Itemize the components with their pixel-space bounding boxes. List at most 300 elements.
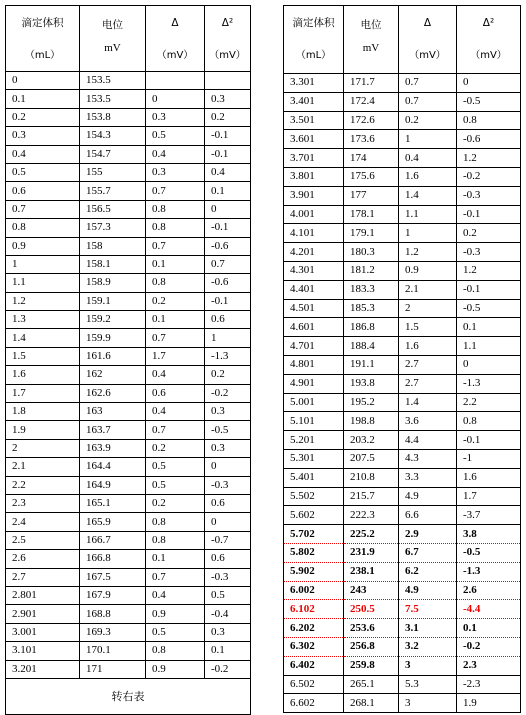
- table-row: [6, 182, 251, 200]
- delta2-cell: 0.7: [205, 255, 251, 273]
- delta-cell: 0.1: [146, 255, 205, 273]
- potential-cell: 163: [80, 403, 146, 421]
- header-delta-label: Δ: [423, 17, 432, 29]
- continue-right-note: 转右表: [6, 678, 251, 714]
- delta2-cell: 0.8: [457, 412, 521, 431]
- potential-cell: 222.3: [344, 506, 399, 525]
- delta2-cell: -1.3: [205, 347, 251, 365]
- delta2-cell: -0.1: [457, 280, 521, 299]
- table-row: [6, 623, 251, 641]
- delta2-cell: 3.8: [457, 525, 521, 544]
- table-row: [284, 637, 521, 656]
- delta-cell: 0.7: [399, 74, 457, 93]
- delta-cell: 3.1: [399, 619, 457, 638]
- table-row: [6, 329, 251, 347]
- potential-cell: 265.1: [344, 675, 399, 694]
- delta2-cell: -0.3: [457, 243, 521, 262]
- table-row: [284, 431, 521, 450]
- delta-cell: 1: [399, 224, 457, 243]
- delta2-cell: 1.6: [457, 468, 521, 487]
- potential-cell: 167.9: [80, 586, 146, 604]
- delta-cell: 0.5: [146, 623, 205, 641]
- delta2-cell: -0.1: [457, 431, 521, 450]
- delta2-cell: -1.3: [457, 374, 521, 393]
- potential-cell: 154.3: [80, 127, 146, 145]
- delta-cell: 0.5: [146, 127, 205, 145]
- volume-cell: 0.7: [6, 200, 80, 218]
- volume-cell: 2.901: [6, 605, 80, 623]
- volume-cell: 6.302: [284, 637, 344, 656]
- delta2-cell: 0.3: [205, 90, 251, 108]
- table-row: [284, 243, 521, 262]
- delta-cell: 0.5: [146, 476, 205, 494]
- delta-cell: 2.7: [399, 374, 457, 393]
- potential-cell: 253.6: [344, 619, 399, 638]
- table-row: [284, 600, 521, 619]
- potential-cell: 178.1: [344, 205, 399, 224]
- delta2-cell: 0.4: [205, 163, 251, 181]
- delta2-cell: -0.7: [205, 531, 251, 549]
- volume-cell: 4.401: [284, 280, 344, 299]
- delta-cell: 0.9: [146, 660, 205, 678]
- delta2-cell: 1.1: [457, 337, 521, 356]
- potential-cell: 181.2: [344, 261, 399, 280]
- delta2-cell: -1: [457, 449, 521, 468]
- volume-cell: 6.202: [284, 619, 344, 638]
- table-row: [6, 550, 251, 568]
- table-row: [284, 337, 521, 356]
- volume-cell: 4.701: [284, 337, 344, 356]
- header-delta: [146, 6, 205, 72]
- delta2-cell: 0: [205, 513, 251, 531]
- delta-cell: 0.8: [146, 642, 205, 660]
- header-potential: [344, 6, 399, 74]
- delta2-cell: -0.5: [457, 92, 521, 111]
- table-row: [6, 127, 251, 145]
- potential-cell: 162: [80, 366, 146, 384]
- table-row: [6, 163, 251, 181]
- potential-cell: 173.6: [344, 130, 399, 149]
- volume-cell: 4.501: [284, 299, 344, 318]
- delta2-cell: 1: [205, 329, 251, 347]
- table-row: [284, 149, 521, 168]
- volume-cell: 5.502: [284, 487, 344, 506]
- delta-cell: 0.8: [146, 531, 205, 549]
- volume-cell: 0.9: [6, 237, 80, 255]
- delta-cell: 2.1: [399, 280, 457, 299]
- delta2-cell: -0.6: [205, 274, 251, 292]
- table-row: [284, 186, 521, 205]
- volume-cell: 3.401: [284, 92, 344, 111]
- table-row: [6, 642, 251, 660]
- delta2-cell: 0.1: [205, 182, 251, 200]
- delta2-cell: 0.6: [205, 311, 251, 329]
- table-row: [6, 274, 251, 292]
- table-row: [6, 513, 251, 531]
- delta2-cell: 0: [457, 74, 521, 93]
- delta-cell: 3.3: [399, 468, 457, 487]
- delta-cell: 0.9: [399, 261, 457, 280]
- volume-cell: 2.3: [6, 494, 80, 512]
- volume-cell: 4.901: [284, 374, 344, 393]
- delta-cell: 0.3: [146, 108, 205, 126]
- potential-cell: 154.7: [80, 145, 146, 163]
- potential-cell: 186.8: [344, 318, 399, 337]
- volume-cell: 5.602: [284, 506, 344, 525]
- volume-cell: 2.5: [6, 531, 80, 549]
- table-row: [284, 581, 521, 600]
- potential-cell: 172.4: [344, 92, 399, 111]
- table-row: [6, 219, 251, 237]
- delta-cell: 4.4: [399, 431, 457, 450]
- delta-cell: 0.8: [146, 200, 205, 218]
- potential-cell: 180.3: [344, 243, 399, 262]
- volume-cell: 2: [6, 439, 80, 457]
- delta-cell: 4.9: [399, 581, 457, 600]
- delta2-cell: -0.1: [457, 205, 521, 224]
- volume-cell: 4.001: [284, 205, 344, 224]
- table-row: [284, 449, 521, 468]
- delta-cell: 4.3: [399, 449, 457, 468]
- delta-cell: 0.2: [399, 111, 457, 130]
- delta2-cell: -2.3: [457, 675, 521, 694]
- header-delta2: [205, 6, 251, 72]
- potential-cell: 155.7: [80, 182, 146, 200]
- delta-cell: 2.9: [399, 525, 457, 544]
- potential-cell: 177: [344, 186, 399, 205]
- delta-cell: 1: [399, 130, 457, 149]
- delta-cell: 0.1: [146, 311, 205, 329]
- volume-cell: 1.4: [6, 329, 80, 347]
- delta2-cell: 0: [457, 355, 521, 374]
- volume-cell: 5.001: [284, 393, 344, 412]
- delta-cell: 5.3: [399, 675, 457, 694]
- table-row: [6, 531, 251, 549]
- potential-cell: 168.8: [80, 605, 146, 623]
- header-volume-label: 滴定体积: [292, 17, 335, 29]
- potential-cell: 170.1: [80, 642, 146, 660]
- header-delta2-label: Δ²: [482, 17, 495, 29]
- potential-cell: 183.3: [344, 280, 399, 299]
- table-row: [6, 421, 251, 439]
- delta-cell: 1.4: [399, 186, 457, 205]
- potential-cell: 158.1: [80, 255, 146, 273]
- potential-cell: 225.2: [344, 525, 399, 544]
- potential-cell: 169.3: [80, 623, 146, 641]
- table-row: [284, 130, 521, 149]
- volume-cell: 1.8: [6, 403, 80, 421]
- volume-cell: 3.001: [6, 623, 80, 641]
- table-row: [284, 487, 521, 506]
- volume-cell: 0: [6, 72, 80, 90]
- header-volume-label: 滴定体积: [21, 17, 64, 29]
- delta2-cell: -0.6: [457, 130, 521, 149]
- delta2-cell: 0: [205, 200, 251, 218]
- table-row: [6, 458, 251, 476]
- table-row: [284, 656, 521, 675]
- table-row: [284, 355, 521, 374]
- delta-cell: 6.6: [399, 506, 457, 525]
- delta-cell: 3: [399, 694, 457, 713]
- header-potential-unit: mV: [104, 41, 121, 54]
- delta-cell: 0.7: [146, 329, 205, 347]
- potential-cell: 259.8: [344, 656, 399, 675]
- delta2-cell: -0.1: [205, 292, 251, 310]
- delta2-cell: 1.7: [457, 487, 521, 506]
- delta-cell: 0.7: [146, 568, 205, 586]
- delta2-cell: 0.8: [457, 111, 521, 130]
- header-delta-unit: （mV）: [409, 49, 446, 61]
- delta2-cell: 0.1: [457, 619, 521, 638]
- table-row: [284, 261, 521, 280]
- volume-cell: 4.601: [284, 318, 344, 337]
- table-row: [284, 92, 521, 111]
- potential-cell: 163.7: [80, 421, 146, 439]
- delta-cell: 0.7: [146, 421, 205, 439]
- delta2-cell: 2.2: [457, 393, 521, 412]
- delta-cell: 0.7: [399, 92, 457, 111]
- potential-cell: 164.9: [80, 476, 146, 494]
- table-row: [6, 72, 251, 90]
- header-volume: [284, 6, 344, 74]
- volume-cell: 2.6: [6, 550, 80, 568]
- table-row: [6, 90, 251, 108]
- volume-cell: 3.801: [284, 167, 344, 186]
- delta2-cell: -0.5: [457, 299, 521, 318]
- potential-cell: 231.9: [344, 543, 399, 562]
- potential-cell: 171: [80, 660, 146, 678]
- table-header-row: [6, 6, 251, 72]
- delta2-cell: 0.1: [205, 642, 251, 660]
- delta2-cell: 0.1: [457, 318, 521, 337]
- delta2-cell: 1.2: [457, 261, 521, 280]
- delta2-cell: 0: [205, 458, 251, 476]
- table-row: [284, 468, 521, 487]
- delta2-cell: 0.5: [205, 586, 251, 604]
- delta2-cell: [205, 72, 251, 90]
- potential-cell: 185.3: [344, 299, 399, 318]
- volume-cell: 1.6: [6, 366, 80, 384]
- delta-cell: 0.7: [146, 237, 205, 255]
- table-row: [284, 299, 521, 318]
- delta-cell: 0.1: [146, 550, 205, 568]
- table-footer-row: [6, 678, 251, 714]
- volume-cell: 2.1: [6, 458, 80, 476]
- potential-cell: 166.7: [80, 531, 146, 549]
- volume-cell: 4.801: [284, 355, 344, 374]
- delta-cell: 0.8: [146, 219, 205, 237]
- delta-cell: 1.7: [146, 347, 205, 365]
- delta-cell: 0.8: [146, 274, 205, 292]
- potential-cell: 159.1: [80, 292, 146, 310]
- delta2-cell: 1.2: [457, 149, 521, 168]
- volume-cell: 5.802: [284, 543, 344, 562]
- potential-cell: 191.1: [344, 355, 399, 374]
- table-header-row: [284, 6, 521, 74]
- potential-cell: 175.6: [344, 167, 399, 186]
- potential-cell: 153.5: [80, 90, 146, 108]
- delta-cell: [146, 72, 205, 90]
- delta-cell: 6.7: [399, 543, 457, 562]
- header-potential-label: 电位: [360, 19, 382, 31]
- volume-cell: 1: [6, 255, 80, 273]
- table-row: [284, 280, 521, 299]
- table-row: [6, 145, 251, 163]
- header-potential: [80, 6, 146, 72]
- potential-cell: 268.1: [344, 694, 399, 713]
- volume-cell: 3.201: [6, 660, 80, 678]
- potential-cell: 165.1: [80, 494, 146, 512]
- volume-cell: 5.702: [284, 525, 344, 544]
- table-row: [284, 393, 521, 412]
- volume-cell: 3.701: [284, 149, 344, 168]
- volume-cell: 0.5: [6, 163, 80, 181]
- table-row: [6, 384, 251, 402]
- potential-cell: 164.4: [80, 458, 146, 476]
- potential-cell: 207.5: [344, 449, 399, 468]
- volume-cell: 5.401: [284, 468, 344, 487]
- delta-cell: 3: [399, 656, 457, 675]
- header-delta2-unit: （mV）: [470, 49, 507, 61]
- header-volume-unit: （mL）: [24, 49, 61, 61]
- potential-cell: 250.5: [344, 600, 399, 619]
- volume-cell: 6.102: [284, 600, 344, 619]
- volume-cell: 6.002: [284, 581, 344, 600]
- delta2-cell: -0.2: [457, 167, 521, 186]
- delta-cell: 0.2: [146, 292, 205, 310]
- delta-cell: 1.6: [399, 167, 457, 186]
- delta-cell: 4.9: [399, 487, 457, 506]
- potential-cell: 195.2: [344, 393, 399, 412]
- table-row: [6, 439, 251, 457]
- right-data-table: [283, 5, 521, 713]
- delta2-cell: 0.3: [205, 623, 251, 641]
- volume-cell: 2.801: [6, 586, 80, 604]
- potential-cell: 153.8: [80, 108, 146, 126]
- table-row: [284, 543, 521, 562]
- volume-cell: 6.402: [284, 656, 344, 675]
- table-row: [6, 366, 251, 384]
- potential-cell: 188.4: [344, 337, 399, 356]
- delta2-cell: -1.3: [457, 562, 521, 581]
- delta2-cell: -0.2: [205, 384, 251, 402]
- volume-cell: 0.1: [6, 90, 80, 108]
- volume-cell: 4.201: [284, 243, 344, 262]
- volume-cell: 1.7: [6, 384, 80, 402]
- potential-cell: 158.9: [80, 274, 146, 292]
- delta-cell: 0.9: [146, 605, 205, 623]
- delta-cell: 0: [146, 90, 205, 108]
- delta-cell: 2.7: [399, 355, 457, 374]
- table-row: [284, 506, 521, 525]
- header-delta2: [457, 6, 521, 74]
- delta2-cell: 0.6: [205, 494, 251, 512]
- potential-cell: 166.8: [80, 550, 146, 568]
- header-volume: [6, 6, 80, 72]
- delta2-cell: -0.1: [205, 219, 251, 237]
- delta2-cell: -0.2: [205, 660, 251, 678]
- delta2-cell: -0.3: [205, 568, 251, 586]
- header-delta-label: Δ: [171, 17, 179, 29]
- header-delta2-unit: （mV）: [209, 49, 246, 61]
- header-potential-label: 电位: [102, 19, 123, 31]
- potential-cell: 159.2: [80, 311, 146, 329]
- delta2-cell: -0.6: [205, 237, 251, 255]
- delta2-cell: -3.7: [457, 506, 521, 525]
- volume-cell: 5.101: [284, 412, 344, 431]
- potential-cell: 193.8: [344, 374, 399, 393]
- delta2-cell: 0.2: [205, 108, 251, 126]
- table-row: [6, 237, 251, 255]
- delta2-cell: -0.3: [205, 476, 251, 494]
- delta2-cell: -0.1: [205, 127, 251, 145]
- volume-cell: 2.2: [6, 476, 80, 494]
- volume-cell: 0.4: [6, 145, 80, 163]
- delta-cell: 1.4: [399, 393, 457, 412]
- header-delta2-label: Δ²: [221, 17, 234, 29]
- volume-cell: 4.301: [284, 261, 344, 280]
- volume-cell: 1.2: [6, 292, 80, 310]
- table-row: [6, 660, 251, 678]
- delta-cell: 0.4: [146, 586, 205, 604]
- potential-cell: 238.1: [344, 562, 399, 581]
- potential-cell: 161.6: [80, 347, 146, 365]
- delta2-cell: -0.5: [457, 543, 521, 562]
- delta2-cell: 0.3: [205, 403, 251, 421]
- table-row: [284, 74, 521, 93]
- table-row: [6, 568, 251, 586]
- delta-cell: 0.4: [146, 145, 205, 163]
- table-row: [6, 605, 251, 623]
- table-row: [6, 494, 251, 512]
- table-row: [284, 224, 521, 243]
- potential-cell: 171.7: [344, 74, 399, 93]
- potential-cell: 167.5: [80, 568, 146, 586]
- table-row: [6, 586, 251, 604]
- delta-cell: 0.2: [146, 494, 205, 512]
- table-row: [6, 108, 251, 126]
- delta2-cell: 0.3: [205, 439, 251, 457]
- potential-cell: 162.6: [80, 384, 146, 402]
- header-delta-unit: （mV）: [156, 49, 194, 61]
- potential-cell: 243: [344, 581, 399, 600]
- table-row: [284, 675, 521, 694]
- volume-cell: 1.3: [6, 311, 80, 329]
- volume-cell: 1.5: [6, 347, 80, 365]
- potential-cell: 155: [80, 163, 146, 181]
- volume-cell: 3.101: [6, 642, 80, 660]
- delta2-cell: -4.4: [457, 600, 521, 619]
- volume-cell: 5.301: [284, 449, 344, 468]
- table-row: [6, 476, 251, 494]
- potential-cell: 256.8: [344, 637, 399, 656]
- potential-cell: 165.9: [80, 513, 146, 531]
- potential-cell: 159.9: [80, 329, 146, 347]
- potential-cell: 157.3: [80, 219, 146, 237]
- table-row: [284, 412, 521, 431]
- table-row: [6, 347, 251, 365]
- potential-cell: 158: [80, 237, 146, 255]
- volume-cell: 6.602: [284, 694, 344, 713]
- delta2-cell: -0.4: [205, 605, 251, 623]
- delta-cell: 0.7: [146, 182, 205, 200]
- volume-cell: 5.902: [284, 562, 344, 581]
- delta2-cell: -0.2: [457, 637, 521, 656]
- table-row: [284, 374, 521, 393]
- potential-cell: 156.5: [80, 200, 146, 218]
- volume-cell: 1.1: [6, 274, 80, 292]
- volume-cell: 3.901: [284, 186, 344, 205]
